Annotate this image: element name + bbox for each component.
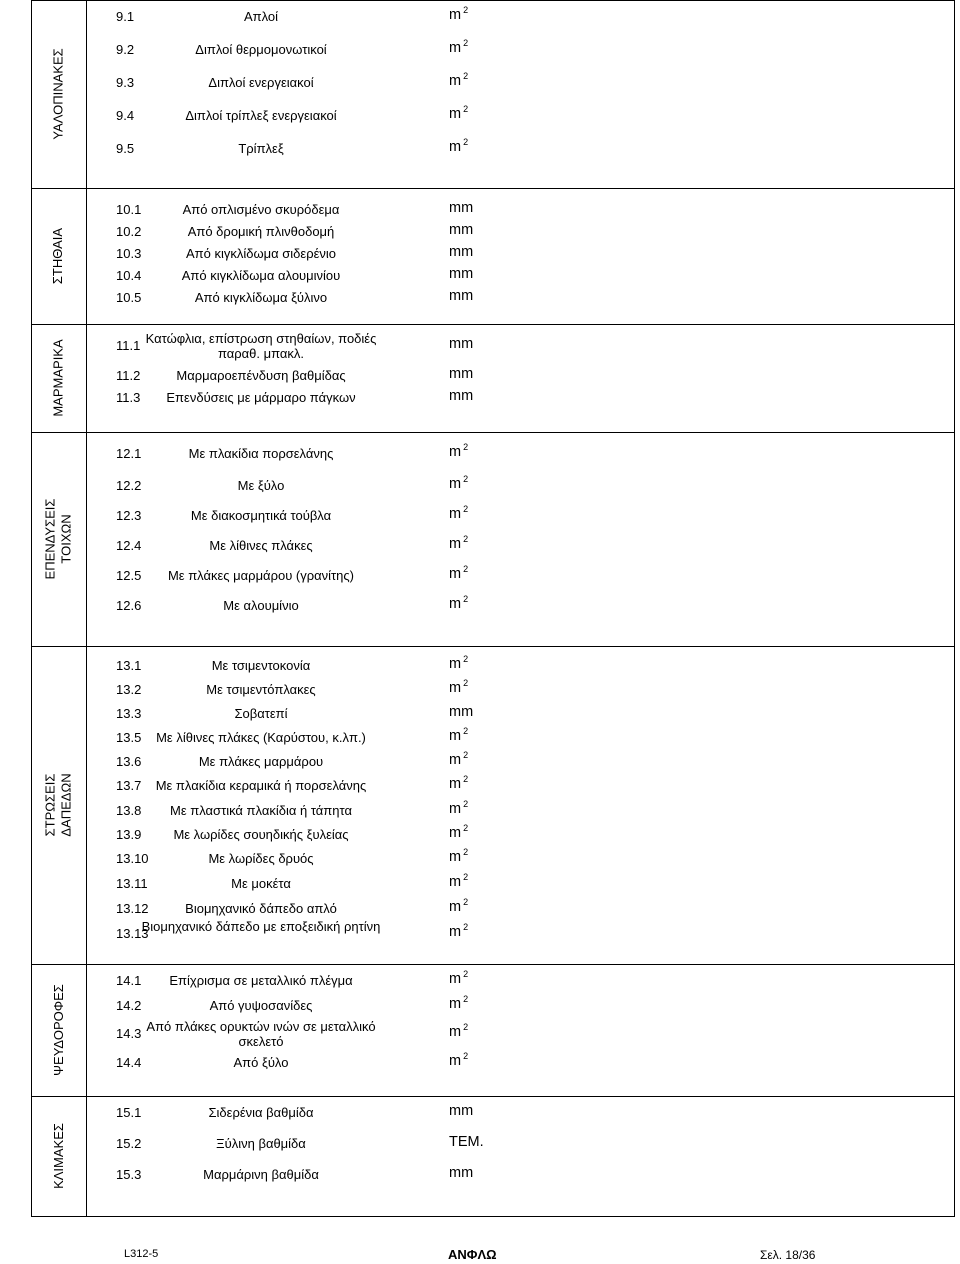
unit-text: m (449, 680, 462, 696)
table-border-right (954, 0, 955, 1216)
item-code: 14.4 (116, 1055, 142, 1070)
unit-exponent: 2 (463, 104, 469, 114)
unit-exponent: 2 (463, 823, 469, 833)
item-unit (449, 38, 469, 56)
item-description: Με λίθινες πλάκες (Καρύστου, κ.λπ.) (156, 730, 366, 745)
item-description: Από δρομική πλινθοδομή (187, 224, 335, 239)
item-code: 11.2 (116, 368, 141, 383)
item-description: Απλοί (243, 9, 279, 24)
item-code: 15.1 (116, 1105, 142, 1120)
item-code: 10.3 (116, 246, 142, 261)
unit-exponent: 2 (463, 872, 469, 882)
section-divider (31, 188, 955, 189)
section-label (31, 964, 86, 1096)
item-description: Τρίπλεξ (238, 141, 284, 156)
unit-text: m (449, 656, 462, 672)
unit-exponent: 2 (463, 726, 469, 736)
unit-text: m (449, 536, 462, 552)
item-code: 13.6 (116, 754, 142, 769)
item-code: 13.2 (116, 682, 142, 697)
unit-exponent: 2 (463, 969, 469, 979)
item-description: Με διακοσμητικά τούβλα (190, 508, 332, 523)
item-code: 12.1 (116, 446, 142, 461)
item-description: Διπλοί τρίπλεξ ενεργειακοί (185, 108, 337, 123)
item-code: 15.3 (116, 1167, 142, 1182)
item-code: 13.10 (116, 851, 149, 866)
item-unit (449, 654, 469, 672)
unit-text: m (449, 73, 462, 89)
item-code: 13.9 (116, 827, 142, 842)
item-description: Με λίθινες πλάκες (209, 538, 313, 553)
item-unit (449, 750, 469, 768)
unit-text: mm (449, 266, 474, 282)
section-label-text: ΜΑΡΜΑΡΙΚΑ (50, 339, 66, 417)
item-unit (449, 594, 469, 612)
company-name: ΑΝΦΛΩ (448, 1247, 497, 1262)
unit-exponent: 2 (463, 799, 469, 809)
unit-text: mm (449, 288, 474, 304)
item-unit (449, 847, 469, 865)
item-description: Με πλαστικά πλακίδια ή τάπητα (170, 803, 352, 818)
section-divider (31, 964, 955, 965)
item-code: 9.4 (116, 108, 135, 123)
unit-exponent: 2 (463, 5, 469, 15)
section-label (31, 646, 86, 964)
unit-exponent: 2 (463, 994, 469, 1004)
section-label-text: ΣΤΗΘΑΙΑ (50, 227, 66, 285)
unit-text: m (449, 752, 462, 768)
item-description: Επίχρισμα σε μεταλλικό πλέγμα (169, 973, 353, 988)
item-unit (449, 969, 469, 987)
item-code: 9.2 (116, 42, 135, 57)
item-code: 10.5 (116, 290, 142, 305)
item-code: 11.3 (116, 390, 141, 405)
unit-text: mm (449, 388, 474, 404)
unit-exponent: 2 (463, 1051, 469, 1061)
item-unit (449, 504, 469, 522)
unit-exponent: 2 (463, 922, 469, 932)
item-unit (449, 442, 469, 460)
section-divider (31, 646, 955, 647)
unit-text: m (449, 139, 462, 155)
unit-exponent: 2 (463, 564, 469, 574)
item-unit (449, 5, 469, 23)
section-divider (31, 1096, 955, 1097)
unit-text: m (449, 728, 462, 744)
unit-text: mm (449, 1103, 474, 1119)
unit-text: mm (449, 200, 474, 216)
unit-text: m (449, 7, 462, 23)
item-code: 10.4 (116, 268, 142, 283)
item-description: Από κιγκλίδωμα ξύλινο (194, 290, 328, 305)
item-description: Βιομηχανικό δάπεδο απλό (185, 901, 337, 916)
item-unit (449, 823, 469, 841)
unit-text: m (449, 825, 462, 841)
page-number: Σελ. 18/36 (760, 1248, 816, 1262)
item-description: Με αλουμίνιο (223, 598, 299, 613)
unit-exponent: 2 (463, 474, 469, 484)
item-unit (449, 1022, 469, 1040)
unit-exponent: 2 (463, 534, 469, 544)
item-code: 13.13 (116, 926, 149, 941)
unit-text: mm (449, 336, 474, 352)
item-unit (449, 799, 469, 817)
item-unit (449, 534, 469, 552)
item-unit (449, 201, 473, 216)
section-label (31, 432, 86, 646)
item-code: 13.11 (116, 876, 148, 891)
item-unit (449, 922, 469, 940)
unit-text: m (449, 1053, 462, 1069)
item-code: 15.2 (116, 1136, 142, 1151)
section-label (31, 324, 86, 432)
unit-exponent: 2 (463, 654, 469, 664)
section-divider (31, 324, 955, 325)
item-description: Από οπλισμένο σκυρόδεμα (182, 202, 340, 217)
unit-text: m (449, 874, 462, 890)
item-code: 9.3 (116, 75, 135, 90)
item-unit (449, 389, 473, 404)
unit-text: m (449, 1024, 462, 1040)
unit-text: m (449, 776, 462, 792)
item-description: Με ξύλο (237, 478, 285, 493)
unit-text: m (449, 444, 462, 460)
unit-exponent: 2 (463, 38, 469, 48)
item-code: 10.2 (116, 224, 142, 239)
unit-text: mm (449, 244, 474, 260)
item-unit (449, 1135, 484, 1150)
unit-text: m (449, 971, 462, 987)
unit-text: m (449, 106, 462, 122)
item-unit (449, 267, 473, 282)
item-code: 12.6 (116, 598, 142, 613)
item-description: Με μοκέτα (231, 876, 291, 891)
unit-exponent: 2 (463, 774, 469, 784)
item-code: 9.5 (116, 141, 135, 156)
item-unit (449, 726, 469, 744)
unit-text: m (449, 924, 462, 940)
unit-text: mm (449, 222, 474, 238)
unit-text: m (449, 899, 462, 915)
unit-exponent: 2 (463, 678, 469, 688)
unit-text: m (449, 849, 462, 865)
item-description: Με πλακίδια πορσελάνης (188, 446, 334, 461)
item-unit (449, 289, 473, 304)
unit-text: mm (449, 366, 474, 382)
section-label (31, 188, 86, 324)
unit-exponent: 2 (463, 442, 469, 452)
item-code: 14.1 (116, 973, 142, 988)
item-description: Ξύλινη βαθμίδα (216, 1136, 306, 1151)
item-unit (449, 678, 469, 696)
item-code: 14.3 (116, 1026, 142, 1041)
materials-table (31, 0, 955, 1216)
item-code: 12.2 (116, 478, 142, 493)
item-description: Από γυψοσανίδες (209, 998, 313, 1013)
item-code: 12.5 (116, 568, 142, 583)
table-border-top (31, 0, 955, 1)
item-unit (449, 994, 469, 1012)
item-unit (449, 367, 473, 382)
unit-text: m (449, 996, 462, 1012)
item-description: Με τσιμεντοκονία (211, 658, 311, 673)
item-description: Σοβατεπί (234, 706, 288, 721)
unit-text: m (449, 506, 462, 522)
item-description: Με πλάκες μαρμάρου (198, 754, 324, 769)
item-code: 11.1 (116, 338, 141, 353)
item-unit (449, 71, 469, 89)
item-description: Μαρμαροεπένδυση βαθμίδας (176, 368, 346, 383)
item-description: Με λωρίδες σουηδικής ξυλείας (173, 827, 349, 842)
item-unit (449, 872, 469, 890)
item-description: Από κιγκλίδωμα σιδερένιο (185, 246, 336, 261)
item-unit (449, 1166, 473, 1181)
unit-text: mm (449, 1165, 474, 1181)
unit-exponent: 2 (463, 750, 469, 760)
unit-text: m (449, 40, 462, 56)
item-unit (449, 337, 473, 352)
item-description: Επενδύσεις με μάρμαρο πάγκων (166, 390, 356, 405)
unit-text: m (449, 596, 462, 612)
item-description: Με πλάκες μαρμάρου (γρανίτης) (167, 568, 355, 583)
item-description: Από πλάκες ορυκτών ινών σε μεταλλικό σκελετό (146, 1019, 376, 1049)
item-code: 13.8 (116, 803, 142, 818)
item-unit (449, 223, 473, 238)
item-code: 13.7 (116, 778, 142, 793)
section-label (31, 1096, 86, 1216)
unit-exponent: 2 (463, 1022, 469, 1032)
section-label-text: ΨΕΥΔΟΡΟΦΕΣ (50, 984, 66, 1076)
unit-exponent: 2 (463, 847, 469, 857)
item-unit (449, 474, 469, 492)
item-unit (449, 897, 469, 915)
item-unit (449, 1104, 473, 1119)
unit-text: m (449, 566, 462, 582)
document-code: L312-5 (124, 1248, 159, 1260)
section-label-text: ΕΠΕΝΔΥΣΕΙΣ ΤΟΙΧΩΝ (42, 498, 74, 580)
item-description: Με πλακίδια κεραμικά ή πορσελάνης (155, 778, 367, 793)
item-description: Σιδερένια βαθμίδα (208, 1105, 314, 1120)
item-unit (449, 104, 469, 122)
unit-text: ΤΕΜ. (449, 1134, 484, 1150)
item-description: Διπλοί θερμομονωτικοί (195, 42, 327, 57)
item-code: 9.1 (116, 9, 135, 24)
item-description: Με τσιμεντόπλακες (206, 682, 316, 697)
section-label-divider (86, 0, 87, 1216)
section-label-text: ΚΛΙΜΑΚΕΣ (50, 1123, 66, 1189)
section-label-text: ΥΑΛΟΠΙΝΑΚΕΣ (50, 48, 66, 140)
item-code: 13.12 (116, 901, 149, 916)
section-divider (31, 432, 955, 433)
unit-text: m (449, 801, 462, 817)
item-code: 14.2 (116, 998, 142, 1013)
item-unit (449, 774, 469, 792)
item-code: 13.3 (116, 706, 142, 721)
unit-text: mm (449, 704, 474, 720)
item-unit (449, 1051, 469, 1069)
item-description: Διπλοί ενεργειακοί (208, 75, 314, 90)
item-unit (449, 245, 473, 260)
unit-exponent: 2 (463, 71, 469, 81)
unit-exponent: 2 (463, 594, 469, 604)
section-label-text: ΣΤΡΩΣΕΙΣ ΔΑΠΕΔΩΝ (42, 773, 74, 837)
item-code: 13.5 (116, 730, 142, 745)
unit-exponent: 2 (463, 137, 469, 147)
item-description: Κατώφλια, επίστρωση στηθαίων, ποδιές παραθ. μπακλ. (145, 331, 377, 361)
item-description: Μαρμάρινη βαθμίδα (203, 1167, 319, 1182)
unit-exponent: 2 (463, 897, 469, 907)
item-description: Από κιγκλίδωμα αλουμινίου (181, 268, 341, 283)
item-unit (449, 705, 473, 720)
section-label (31, 0, 86, 188)
item-description: Με λωρίδες δρυός (208, 851, 314, 866)
unit-text: m (449, 476, 462, 492)
item-code: 12.4 (116, 538, 142, 553)
item-unit (449, 137, 469, 155)
item-unit (449, 564, 469, 582)
item-description: Βιομηχανικό δάπεδο με εποξειδική ρητίνη (141, 919, 381, 934)
item-description: Από ξύλο (233, 1055, 289, 1070)
item-code: 10.1 (116, 202, 142, 217)
section-divider (31, 1216, 955, 1217)
item-code: 13.1 (116, 658, 142, 673)
unit-exponent: 2 (463, 504, 469, 514)
item-code: 12.3 (116, 508, 142, 523)
